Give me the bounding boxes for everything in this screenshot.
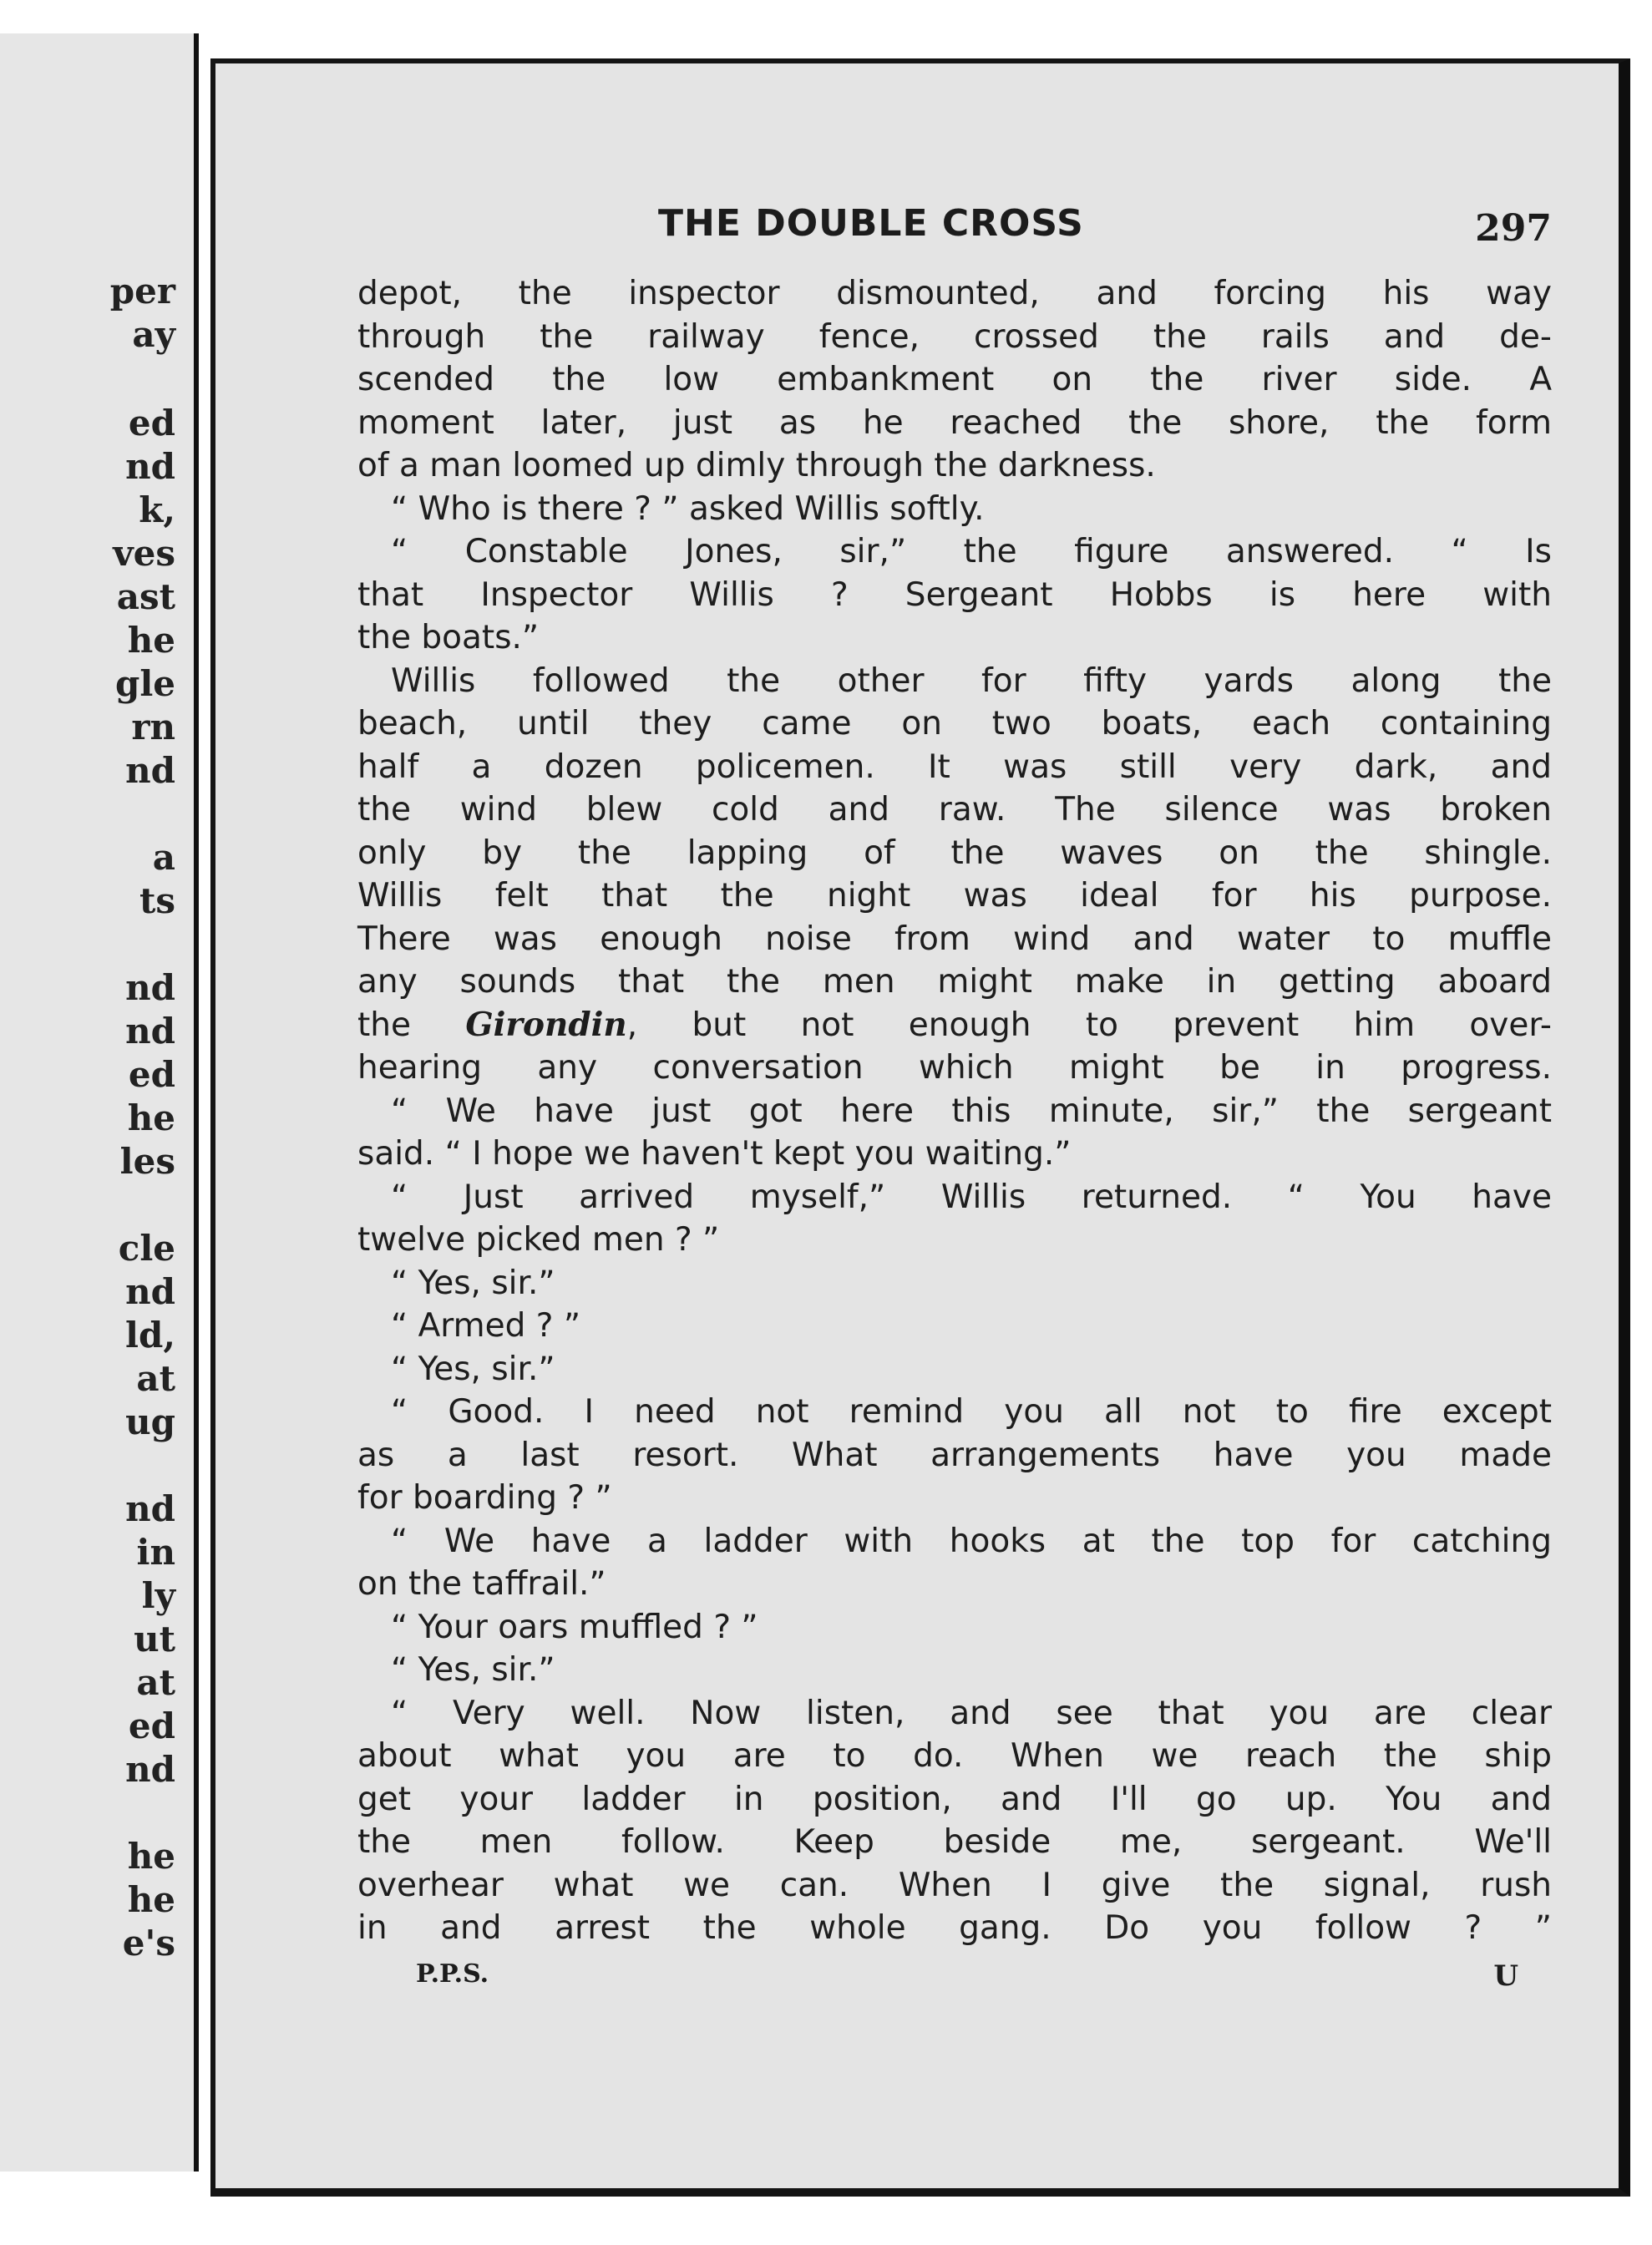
page-number: 297 — [1475, 207, 1552, 250]
text-line-girondin — [357, 1004, 1552, 1047]
text-line: “ Very well. Now listen, and see that you are clear — [391, 1694, 1552, 1732]
facing-fragment: at — [136, 1662, 175, 1703]
facing-fragment: ts — [139, 880, 175, 921]
facing-fragment: nd — [125, 1271, 175, 1312]
text-line: “ Yes, sir.” — [391, 1264, 555, 1302]
text-line: any sounds that the men might make in getting aboard — [357, 963, 1552, 1001]
facing-fragment: nd — [125, 967, 175, 1008]
text-line: for boarding ? ” — [357, 1479, 612, 1517]
text-line: the men follow. Keep beside me, sergeant. We'll — [357, 1823, 1552, 1861]
facing-fragment: ast — [116, 576, 175, 617]
text-line: “ Good. I need not remind you all not to fire except — [391, 1393, 1552, 1431]
text-line: “ Armed ? ” — [391, 1307, 581, 1345]
text-line: depot, the inspector dismounted, and forcing his way — [357, 275, 1552, 312]
text-line: on the taffrail.” — [357, 1565, 606, 1603]
text-line: “ Your oars muffled ? ” — [391, 1608, 758, 1646]
text-line: get your ladder in position, and I'll go up. You and — [357, 1780, 1552, 1818]
text-line: half a dozen policemen. It was still very dark, and — [357, 747, 1552, 786]
facing-fragment: les — [119, 1141, 175, 1182]
text-line: “ We have a ladder with hooks at the top for catching — [391, 1522, 1552, 1560]
facing-fragment: rn — [131, 707, 175, 747]
running-head — [357, 202, 1552, 252]
facing-fragment: ed — [128, 403, 175, 443]
body-text — [357, 272, 1552, 1950]
text-line: the wind blew cold and raw. The silence was broken — [357, 791, 1552, 829]
text-line: moment later, just as he reached the shore, the form — [357, 403, 1552, 442]
text-line: “ Yes, sir.” — [391, 1651, 555, 1689]
facing-fragment: he — [127, 620, 175, 661]
text-line: in and arrest the whole gang. Do you follow ? ” — [357, 1909, 1552, 1947]
text-line: overhear what we can. When I give the signal, rush — [357, 1866, 1552, 1904]
facing-fragment: ug — [125, 1401, 175, 1442]
text-line: Willis felt that the night was ideal for his purpose. — [357, 877, 1552, 915]
text-line: about what you are to do. When we reach the ship — [357, 1737, 1552, 1775]
running-title: THE DOUBLE CROSS — [658, 202, 1084, 245]
facing-page-edge — [0, 33, 199, 2172]
facing-fragment: ed — [128, 1054, 175, 1095]
facing-fragment: a — [152, 837, 175, 878]
facing-fragment: e's — [122, 1923, 175, 1964]
text-line: scended the low embankment on the river side. A — [357, 361, 1552, 398]
text-line: twelve picked men ? ” — [357, 1221, 720, 1259]
facing-fragment: k, — [139, 489, 175, 530]
ship-name: Girondin — [465, 1005, 627, 1044]
facing-fragment: ut — [134, 1619, 175, 1660]
facing-fragment: ves — [113, 533, 175, 574]
text-line: hearing any conversation which might be in progress. — [357, 1049, 1552, 1087]
text-line: through the railway fence, crossed the rails and de- — [357, 317, 1552, 356]
text-run: , but not enough to prevent him over- — [626, 1006, 1552, 1044]
facing-fragment: at — [136, 1358, 175, 1399]
facing-fragment: nd — [125, 1488, 175, 1529]
text-line: as a last resort. What arrangements have you made — [357, 1436, 1552, 1474]
facing-fragment: ed — [128, 1705, 175, 1746]
book-page — [210, 58, 1630, 2197]
facing-fragment: he — [127, 1836, 175, 1877]
facing-fragment: gle — [114, 663, 175, 704]
text-line: that Inspector Willis ? Sergeant Hobbs is here with — [357, 575, 1552, 614]
text-line: “ We have just got here this minute, sir,” the sergeant — [391, 1092, 1552, 1130]
text-run: the — [357, 1006, 466, 1044]
page-footer — [357, 1959, 1552, 2001]
facing-fragment: cle — [118, 1228, 175, 1269]
facing-fragment: he — [127, 1097, 175, 1138]
facing-fragment: ly — [141, 1575, 175, 1616]
text-line: beach, until they came on two boats, each containing — [357, 705, 1552, 742]
facing-fragment: nd — [125, 1011, 175, 1052]
signature-mark: P.P.S. — [416, 1959, 489, 1989]
text-line: only by the lapping of the waves on the shingle. — [357, 834, 1552, 872]
text-line: of a man loomed up dimly through the darkness. — [357, 447, 1156, 484]
facing-fragment: ay — [132, 314, 175, 355]
text-line: the boats.” — [357, 619, 540, 656]
facing-fragment: in — [136, 1532, 175, 1573]
sheet-letter: U — [1493, 1959, 1518, 1993]
text-line: “ Yes, sir.” — [391, 1350, 555, 1388]
facing-fragment: nd — [125, 750, 175, 791]
facing-fragment: ld, — [125, 1315, 175, 1356]
facing-fragment: he — [127, 1879, 175, 1920]
text-line: There was enough noise from wind and water to muffle — [357, 920, 1552, 958]
text-line: “ Who is there ? ” asked Willis softly. — [391, 489, 985, 528]
text-line: “ Constable Jones, sir,” the figure answered. “ Is — [391, 533, 1552, 570]
facing-fragment: per — [109, 271, 175, 312]
text-line: Willis followed the other for fifty yards along the — [391, 661, 1552, 700]
facing-fragment: nd — [125, 446, 175, 487]
facing-fragment: nd — [125, 1749, 175, 1790]
text-line: said. “ I hope we haven't kept you waiting.” — [357, 1135, 1072, 1173]
text-line: “ Just arrived myself,” Willis returned. “ You have — [391, 1178, 1552, 1216]
